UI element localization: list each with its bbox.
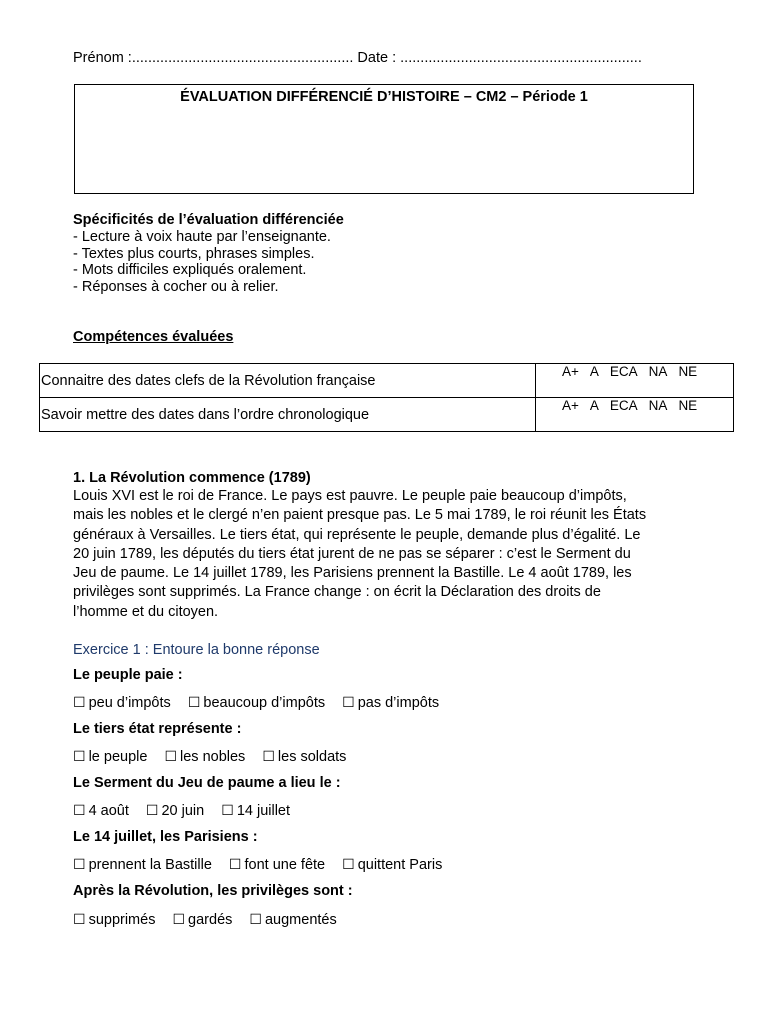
question: Le Serment du Jeu de paume a lieu le : <box>73 775 341 791</box>
checkbox-icon[interactable]: ☐ <box>187 694 201 710</box>
level-scale <box>536 398 734 432</box>
answer-options <box>73 856 455 873</box>
option-label: font une fête <box>244 857 326 873</box>
answer-option[interactable] <box>172 911 232 928</box>
level-label: A <box>589 364 599 379</box>
level-label: NA <box>648 398 668 413</box>
specifics-item: - Mots difficiles expliqués oralement. <box>73 262 307 279</box>
paragraph-line: l’homme et du citoyen. <box>73 603 219 620</box>
paragraph-line: 20 juin 1789, les députés du tiers état jurent de ne pas se séparer : c’est le Serment du <box>73 545 631 562</box>
option-label: 14 juillet <box>236 803 291 819</box>
level-label: NE <box>678 364 698 379</box>
specifics-item: - Textes plus courts, phrases simples. <box>73 245 315 262</box>
checkbox-icon[interactable]: ☐ <box>73 802 86 818</box>
option-label: pas d’impôts <box>357 695 440 711</box>
option-label: augmentés <box>264 912 337 928</box>
answer-options <box>73 911 350 928</box>
answer-option[interactable] <box>164 748 245 765</box>
level-scale <box>536 364 734 398</box>
section-title: 1. La Révolution commence (1789) <box>73 470 311 486</box>
answer-options <box>73 802 303 819</box>
answer-option[interactable] <box>262 748 346 765</box>
checkbox-icon[interactable]: ☐ <box>73 911 86 927</box>
paragraph-line: Jeu de paume. Le 14 juillet 1789, les Parisiens prennent la Bastille. Le 4 août 1789, les <box>73 565 632 582</box>
question: Le peuple paie : <box>73 667 183 683</box>
answer-option[interactable] <box>73 911 155 928</box>
table-row <box>40 364 734 398</box>
specifics-item: - Lecture à voix haute par l’enseignante. <box>73 228 331 245</box>
section-paragraph <box>73 487 698 622</box>
exercise-title: Exercice 1 : Entoure la bonne réponse <box>73 642 320 658</box>
option-label: les soldats <box>277 749 347 765</box>
option-label: 20 juin <box>161 803 205 819</box>
answer-option[interactable] <box>73 748 147 765</box>
answer-option[interactable] <box>342 856 442 873</box>
answer-option[interactable] <box>73 802 129 819</box>
level-label: ECA <box>609 398 638 413</box>
answer-option[interactable] <box>229 856 325 873</box>
evaluation-title: ÉVALUATION DIFFÉRENCIÉ D’HISTOIRE – CM2 – Période 1 <box>180 89 588 105</box>
checkbox-icon[interactable]: ☐ <box>228 856 242 872</box>
specifics-item: - Réponses à cocher ou à relier. <box>73 279 279 296</box>
level-label: A <box>589 398 599 413</box>
answer-option[interactable] <box>73 694 171 711</box>
option-label: prennent la Bastille <box>88 857 212 873</box>
question: Le 14 juillet, les Parisiens : <box>73 829 258 845</box>
option-label: beaucoup d’impôts <box>203 695 326 711</box>
level-label: A+ <box>562 398 579 413</box>
answer-option[interactable] <box>188 694 325 711</box>
paragraph-line: généraux à Versailles. Le tiers état, qui représente le peuple, demande plus d’égalité. Le <box>73 526 641 543</box>
option-label: 4 août <box>88 803 129 819</box>
question: Après la Révolution, les privilèges sont : <box>73 883 353 899</box>
skill-label: Savoir mettre des dates dans l’ordre chronologique <box>40 398 536 432</box>
checkbox-icon[interactable]: ☐ <box>73 748 86 764</box>
option-label: le peuple <box>88 749 148 765</box>
name-date-line: Prénom :....................................................... Date : ............................................................ <box>73 50 642 66</box>
paragraph-line: Louis XVI est le roi de France. Le pays est pauvre. Le peuple paie beaucoup d’impôts, <box>73 488 627 504</box>
option-label: les nobles <box>180 749 246 765</box>
paragraph-line: mais les nobles et le clergé n’en paient presque pas. Le 5 mai 1789, le roi réunit les États <box>73 507 647 524</box>
skill-label: Connaitre des dates clefs de la Révolution française <box>40 364 536 398</box>
level-label: ECA <box>609 364 638 379</box>
checkbox-icon[interactable]: ☐ <box>145 802 159 818</box>
checkbox-icon[interactable]: ☐ <box>172 911 186 927</box>
level-label: NA <box>648 364 668 379</box>
specifics-heading: Spécificités de l’évaluation différenciée <box>73 212 344 228</box>
specifics-block <box>73 212 344 296</box>
option-label: gardés <box>188 912 233 928</box>
checkbox-icon[interactable]: ☐ <box>73 856 86 872</box>
question: Le tiers état représente : <box>73 721 242 737</box>
checkbox-icon[interactable]: ☐ <box>249 911 262 927</box>
answer-option[interactable] <box>342 694 439 711</box>
skills-table <box>39 363 734 432</box>
section-revolution <box>73 470 698 622</box>
option-label: peu d’impôts <box>88 695 171 711</box>
checkbox-icon[interactable]: ☐ <box>164 748 178 764</box>
paragraph-line: privilèges sont supprimés. La France change : on écrit la Déclaration des droits de <box>73 584 601 601</box>
level-label: A+ <box>562 364 579 379</box>
title-box <box>74 84 694 194</box>
answer-options <box>73 748 359 765</box>
answer-option[interactable] <box>221 802 290 819</box>
level-label: NE <box>678 398 698 413</box>
answer-option[interactable] <box>73 856 212 873</box>
answer-options <box>73 694 452 711</box>
checkbox-icon[interactable]: ☐ <box>221 802 234 818</box>
checkbox-icon[interactable]: ☐ <box>262 748 275 764</box>
option-label: quittent Paris <box>357 857 443 873</box>
checkbox-icon[interactable]: ☐ <box>342 694 355 710</box>
answer-option[interactable] <box>249 911 336 928</box>
checkbox-icon[interactable]: ☐ <box>342 856 355 872</box>
option-label: supprimés <box>88 912 156 928</box>
checkbox-icon[interactable]: ☐ <box>73 694 86 710</box>
answer-option[interactable] <box>146 802 204 819</box>
skills-heading: Compétences évaluées <box>73 329 234 345</box>
table-row <box>40 398 734 432</box>
